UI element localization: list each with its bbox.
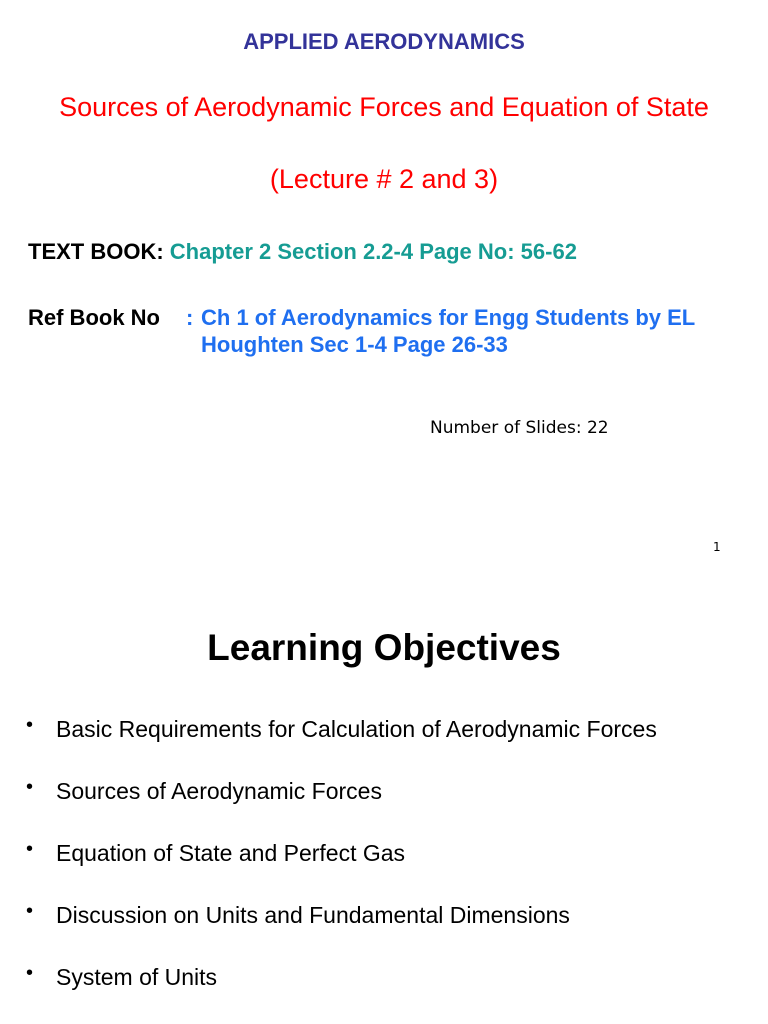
objective-text: System of Units [56,964,218,990]
bullet-icon: • [26,776,34,798]
objective-text: Discussion on Units and Fundamental Dimensions [56,902,570,928]
bullet-icon: • [26,714,34,736]
textbook-value: Chapter 2 Section 2.2-4 Page No: 56-62 [169,239,577,264]
refbook-separator: : [186,305,194,330]
objectives-slide [0,596,768,1024]
slide-count: Number of Slides: 22 [430,418,609,438]
bullet-icon: • [26,900,34,922]
objectives-title: Learning Objectives [207,627,561,668]
page-number: 1 [713,540,721,554]
objective-text: Equation of State and Perfect Gas [56,840,406,866]
course-title: APPLIED AERODYNAMICS [243,29,525,54]
textbook-reference [28,238,577,266]
bullet-icon: • [26,962,34,984]
refbook-value: Ch 1 of Aerodynamics for Engg Students by EL Houghten Sec 1-4 Page 26-33 [201,305,695,357]
bullet-icon: • [26,838,34,860]
objective-text: Sources of Aerodynamic Forces [56,778,382,804]
textbook-label: TEXT BOOK: [28,239,164,264]
lecture-subtitle: (Lecture # 2 and 3) [269,164,499,194]
refbook-label: Ref Book No [28,305,160,330]
objective-text: Basic Requirements for Calculation of Aerodynamic Forces [56,716,657,742]
lecture-title: Sources of Aerodynamic Forces and Equation of State [59,92,709,122]
